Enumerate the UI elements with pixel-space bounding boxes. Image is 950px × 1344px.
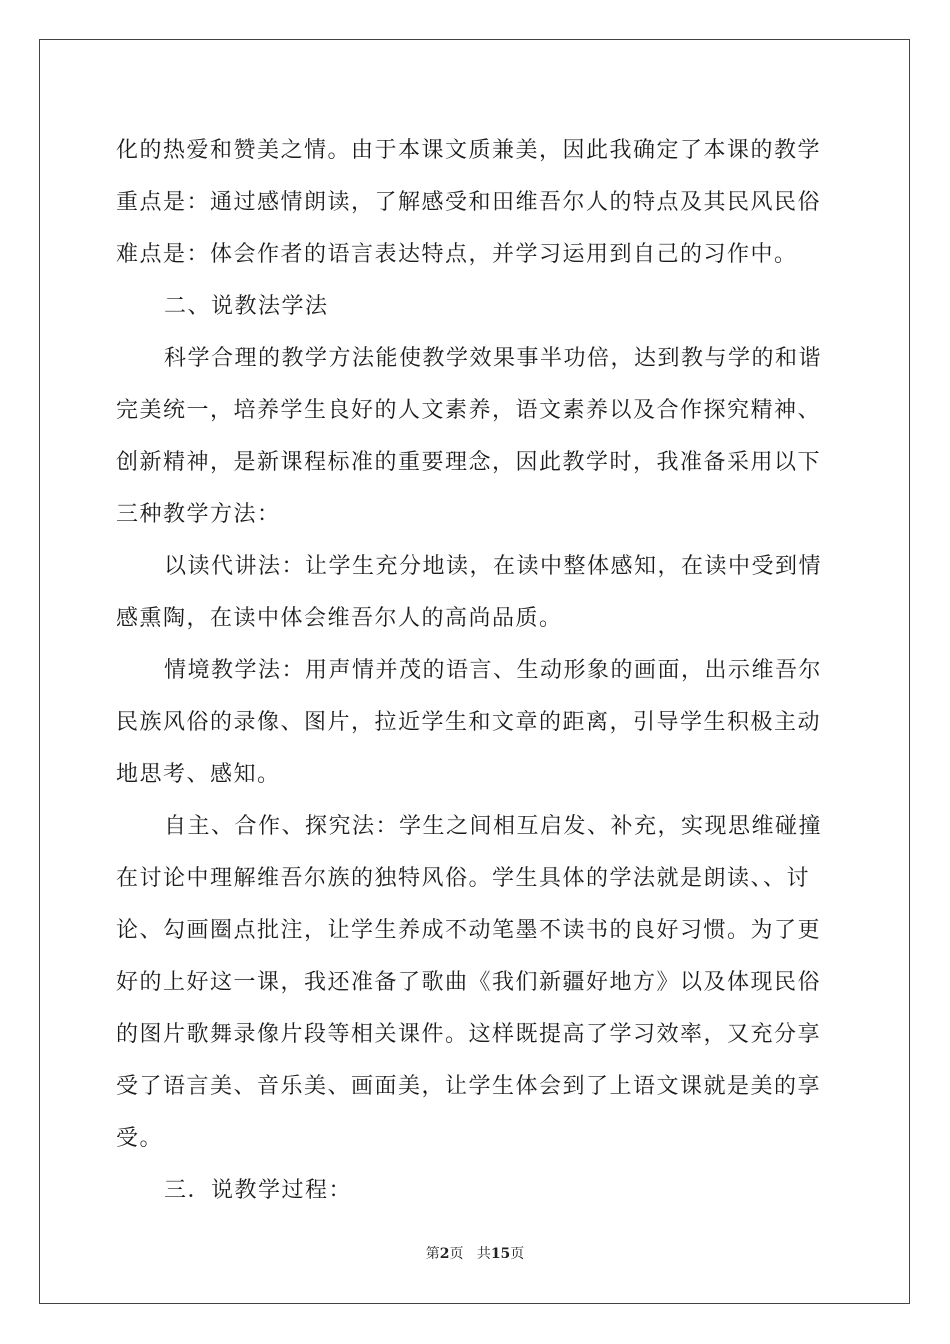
text-line: 重点是：通过感情朗读，了解感受和田维吾尔人的特点及其民风民俗 <box>116 190 822 215</box>
text-line: 化的热爱和赞美之情。由于本课文质兼美，因此我确定了本课的教学 <box>116 138 822 163</box>
text-line: 地思考、感知。 <box>116 762 281 787</box>
text-line: 受了语言美、音乐美、画面美，让学生体会到了上语文课就是美的享 <box>116 1074 822 1099</box>
text-line: 难点是：体会作者的语言表达特点，并学习运用到自己的习作中。 <box>116 242 798 267</box>
total-pages: 15 <box>490 1246 511 1262</box>
footer-total-suffix: 页 <box>510 1246 525 1262</box>
text-line: 论、勾画圈点批注，让学生养成不动笔墨不读书的良好习惯。为了更 <box>116 918 822 943</box>
text-line: 的图片歌舞录像片段等相关课件。这样既提高了学习效率，又充分享 <box>116 1022 822 1047</box>
section-heading: 二、说教法学法 <box>164 294 329 319</box>
document-body <box>116 125 836 1217</box>
text-line: 三种教学方法： <box>116 502 281 527</box>
text-line: 民族风俗的录像、图片，拉近学生和文章的距离，引导学生积极主动 <box>116 710 822 735</box>
text-line: 以读代讲法：让学生充分地读，在读中整体感知，在读中受到情 <box>164 554 823 579</box>
text-line: 在讨论中理解维吾尔族的独特风俗。学生具体的学法就是朗读、、讨 <box>116 866 811 891</box>
section-heading: 三．说教学过程： <box>164 1178 353 1203</box>
footer-total-prefix: 共 <box>476 1246 491 1262</box>
text-line: 好的上好这一课，我还准备了歌曲《我们新疆好地方》以及体现民俗 <box>116 970 822 995</box>
footer-prefix: 第 <box>425 1246 440 1262</box>
text-line: 受。 <box>116 1126 164 1151</box>
text-line: 创新精神，是新课程标准的重要理念，因此教学时，我准备采用以下 <box>116 450 822 475</box>
page-footer <box>0 1243 950 1263</box>
text-line: 完美统一，培养学生良好的人文素养，语文素养以及合作探究精神、 <box>116 398 822 423</box>
text-line: 情境教学法：用声情并茂的语言、生动形象的画面，出示维吾尔 <box>164 658 823 683</box>
page-number: 2 <box>439 1246 450 1262</box>
footer-page-suffix: 页 <box>449 1246 464 1262</box>
text-line: 感熏陶，在读中体会维吾尔人的高尚品质。 <box>116 606 563 631</box>
text-line: 科学合理的教学方法能使教学效果事半功倍，达到教与学的和谐 <box>164 346 823 371</box>
text-line: 自主、合作、探究法：学生之间相互启发、补充，实现思维碰撞 <box>164 814 823 839</box>
